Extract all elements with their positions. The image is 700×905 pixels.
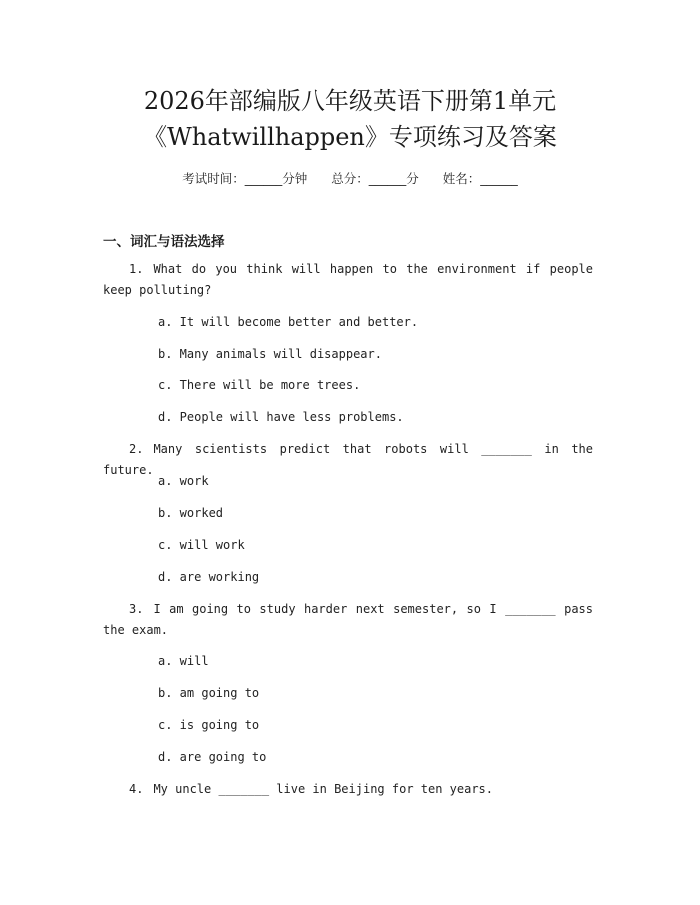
question-4	[103, 779, 593, 800]
option-3b: b. am going to	[158, 686, 260, 700]
total-score-field: 总分：______分	[331, 171, 419, 186]
name-field: 姓名：______	[442, 171, 518, 186]
option-2a: a. work	[158, 474, 209, 488]
option-1a: a. It will become better and better.	[158, 315, 419, 329]
option-1d: d. People will have less problems.	[158, 410, 404, 424]
question-text: I am going to study harder next semester, so I _______ pass the exam.	[103, 602, 593, 637]
option-3c: c. is going to	[158, 718, 260, 732]
question-text: Many scientists predict that robots will _______ in the future.	[103, 442, 593, 477]
question-1	[103, 259, 593, 301]
page-title-line2: 《Whatwillhappen》专项练习及答案	[143, 123, 557, 151]
section-heading: 一、词汇与语法选择	[103, 234, 225, 250]
option-1c: c. There will be more trees.	[158, 378, 361, 392]
question-number: 1.	[129, 262, 144, 276]
question-number: 3.	[129, 602, 144, 616]
option-2b: b. worked	[158, 506, 224, 520]
exam-time-field: 考试时间：______分钟	[182, 171, 308, 186]
page-title-line1: 2026年部编版八年级英语下册第1单元	[143, 87, 557, 115]
option-3a: a. will	[158, 654, 209, 668]
question-3	[103, 599, 593, 641]
exam-meta	[0, 169, 700, 187]
option-2d: d. are working	[158, 570, 260, 584]
question-text: What do you think will happen to the environment if people keep polluting?	[103, 262, 593, 297]
option-3d: d. are going to	[158, 750, 267, 764]
option-2c: c. will work	[158, 538, 245, 552]
question-text: My uncle _______ live in Beijing for ten years.	[153, 782, 494, 796]
option-1b: b. Many animals will disappear.	[158, 347, 382, 361]
question-number: 2.	[129, 442, 144, 456]
question-number: 4.	[129, 782, 144, 796]
